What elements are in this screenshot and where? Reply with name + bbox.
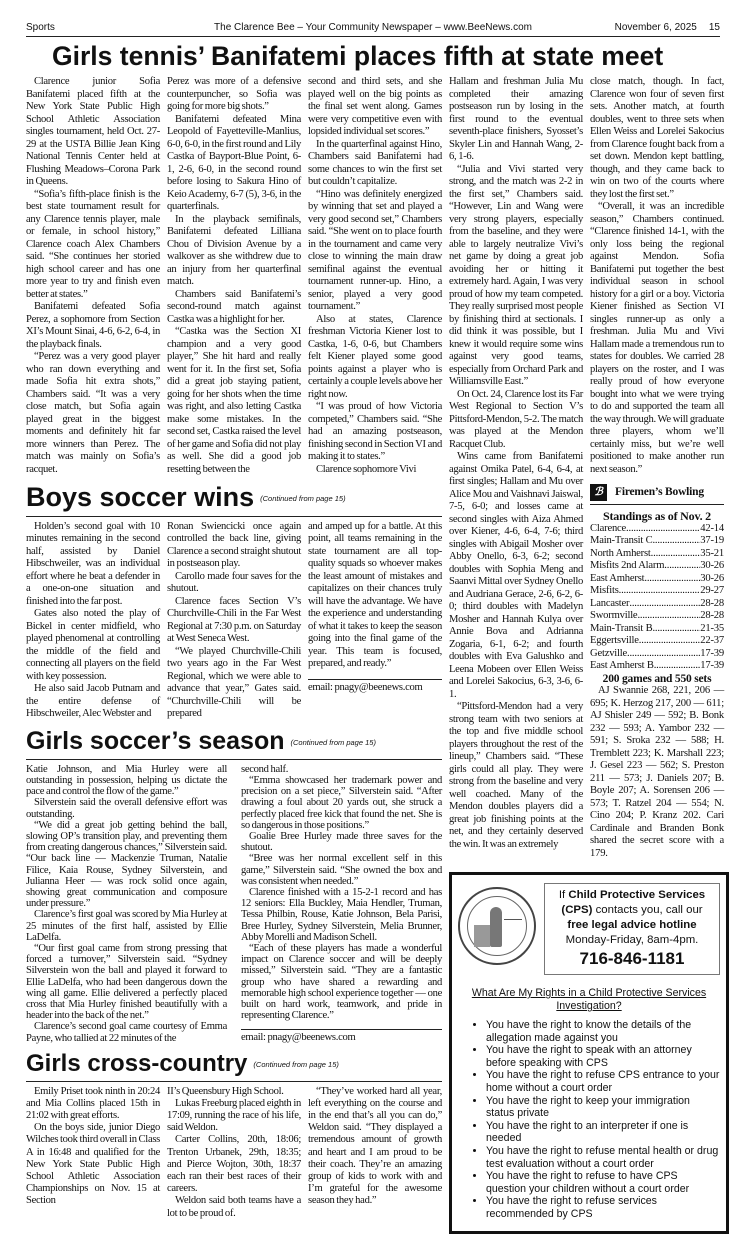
paragraph: Katie Johnson, and Mia Hurley were all outstanding in possession, helping us dictate the pace and control the flow of the game.”	[26, 763, 227, 798]
paragraph: Goalie Bree Hurley made three saves for the shutout.	[241, 830, 442, 854]
tennis-column-4	[449, 76, 583, 851]
hotline-hours: Monday-Friday, 8am-4pm.	[565, 934, 699, 946]
dot-leader	[627, 648, 700, 661]
paragraph: Emily Priset took ninth in 20:24 and Mia Collins placed 15th in 21:02 with great efforts.	[26, 1085, 160, 1121]
dot-leader	[664, 560, 700, 573]
cross-country-column-2	[167, 1086, 301, 1220]
standings-list	[590, 523, 724, 673]
paragraph: “Pittsford-Mendon had a very strong team with two seniors at the top and five middle school players throughout the rest of the lineup,” Chambers said. “These girls could all play. They were strong from the baseline and very well coached. Many of the Mendon doubles players did a great job finishing points at the net, and they certainly deserved the win. It was an extremely	[449, 701, 583, 850]
dot-leader	[619, 585, 701, 598]
headline-text: Girls cross-country	[26, 1049, 248, 1077]
dot-leader	[654, 660, 701, 673]
team-record: 29-27	[700, 585, 724, 596]
team-record: 35-21	[700, 547, 724, 559]
paragraph: II’s Queensbury High School.	[167, 1085, 284, 1097]
standings-row	[590, 660, 724, 673]
paragraph: Wins came from Banifatemi against Omika Patel, 6-4, 6-4, at first singles; Hallam and Mu over Alice Mou and Vaishnavi Jaiswal, 7-5, 6-0; and losses came at second singles with Aiza Ahmed over Kiener, 4-6, 6-4, 7-6; third singles with Abigail Mosher over Abby Onello, 6-3, 6-2; second doubles with Sophia Meng and Saanvi Mittal over Sydney Onello and Audriana Gerace, 2-6, 6-2, 6-0; third doubles with Madelyn Mosher and Hannah Kulya over Annie Bova and Adrianna Zogaria, 6-1, 6-2; and fourth doubles with Eva Galushko and Leena Mobeen over Ellen Weiss and Lorelei Sakocius, 6-3, 3-6, 6-1.	[449, 451, 583, 700]
paragraph: “Hino was definitely energized by winning that set and played a very good second set,” Chambers said. “She went on to place fourth in the tournament and came very close to winning the main draw semifinal against the eventual tournament runner-up. Hino, a senior, played a very good tournament.”	[308, 188, 442, 312]
author-email[interactable]: email: pnagy@beenews.com	[241, 1029, 442, 1043]
paragraph: “Each of these players has made a wonderful impact on Clarence soccer and will be deeply missed,” Silverstein said. “They are a fantastic group who have shared a rewarding and memorable high school experience together — one built on hard work, teamwork, and pride in representing Clarence.”	[241, 943, 442, 1022]
team-record: 22-37	[700, 635, 724, 646]
paragraph: Carter Collins, 20th, 18:06; Trenton Urbanek, 29th, 18:35; and Pierce Wojton, 30th, 18:37 each ran their best races of their careers.	[167, 1134, 301, 1195]
ad-text-bold: (CPS)	[561, 904, 593, 916]
standings-row	[590, 635, 724, 648]
girls-soccer-headline	[26, 727, 442, 757]
paragraph: Clarence junior Sofia Banifatemi placed fifth at the New York State Public High School Athletic Association singles tournament, held Oct. 27-29 at the USTA Billie Jean King National Tennis Center held at Flushing Meadows–Corona Park in Queens.	[26, 76, 160, 187]
right-item: • You have the right to keep your immigration status private	[486, 1095, 720, 1120]
team-record: 30-26	[700, 572, 724, 584]
team-name: Main-Transit C	[590, 535, 653, 546]
paragraph: “Emma showcased her trademark power and precision on a set piece,” Silverstein said. “After drawing a foul about 20 yards out, she struck a perfectly placed free kick that found the net. She is so dangerous in those positions.”	[241, 774, 442, 831]
dot-leader	[629, 598, 700, 611]
column-5	[590, 76, 724, 860]
team-name: Getzville	[590, 647, 628, 659]
section-label: Sports	[26, 22, 55, 33]
dot-leader	[652, 535, 700, 548]
paragraph: Also at states, Clarence freshman Victoria Kiener lost to Castka, 1-6, 0-6, but Chambers felt Kiener played some good points against a player who is certainly a couple levels above her right now.	[308, 313, 442, 400]
team-name: East Amherst	[590, 572, 645, 584]
right-item: • You have the right to refuse to have CPS question your children without a court order	[486, 1170, 720, 1195]
paragraph: “They’ve worked hard all year, left everything on the course and in the end that’s all you can do,” Weldon said. “They displayed a tremendous amount of growth and heart and I am proud to be their coach. They’re an amazing group of kids to work with and I’m grateful for the awesome season they had.”	[308, 1085, 442, 1207]
team-record: 17-39	[700, 660, 724, 671]
paragraph: “Castka was the Section XI champion and a very good player,” She hit hard and really went for it. In the first set, Sofia did a great job staying patient, going for her shots when the time was right, and also letting Castka make some mistakes. In the second set, Castka raised the level of her game and Sofia did not play as well. She did a good job resetting between the	[167, 326, 301, 475]
paragraph: Lukas Freeburg placed eighth in 17:09, running the race of his life, said Weldon.	[167, 1097, 301, 1134]
paragraph: “Julia and Vivi started very strong, and the match was 2-2 in the first set,” Chambers said. “However, Lin and Wang were very strong players, especially from the baseline, and they were able to largely neutralize Vivi’s net game by doing a great job avoiding her or hitting it extremely hard. Again, I was very proud of how my team competed. They really surprised most people by finishing third at sectionals. I did think it was possible, but I knew it would require some wins against very good teams, especially from Orchard Park and Williamsville East.”	[449, 163, 583, 387]
right-item: • You have the right to refuse services recommended by CPS	[486, 1195, 720, 1220]
paragraph: Clarence’s first goal was scored by Mia Hurley at 25 minutes of the first half, assisted by Ellie LaDelfa.	[26, 909, 227, 943]
team-record: 28-28	[700, 610, 724, 621]
team-name: Misfits 2nd Alarm	[590, 560, 665, 571]
paragraph: and amped up for a battle. At this point, all teams remaining in the state tournament are all top-quality squads so whoever makes the least amount of mistakes and capitalizes on their chances truly will have the advantage. We have the experience and understanding of what it takes to keep the season going into the final game of the year. This team is focused, prepared, and ready.”	[308, 520, 442, 670]
sets-text: AJ Swannie 268, 221, 206 — 695; K. Herzog 217, 200 — 611; AJ Shisler 249 — 592; B. Bonk 232 — 593; A. Yambor 232 — 591; S. Sroka 232 — 588; H. Tremblett 223; K. Marshall 223; J. Gesel 223 — 562; S. Preston 211 — 573; J. Daniels 207; B. Boyle 207; A. Sorensen 206 — 573; T. Ratzel 204 — 554; N. Cino 204; P. Kranz 202. Cari Cardinale and Branden Bonk shared the secret score with a 179.	[590, 685, 724, 859]
paragraph: Silverstein said the overall defensive effort was outstanding.	[26, 797, 227, 820]
standings-row	[590, 598, 724, 611]
team-name: Main-Transit B	[590, 622, 653, 634]
girls-soccer-section	[26, 727, 442, 1044]
cross-country-column-3	[308, 1086, 442, 1208]
headline-text: Girls soccer’s season	[26, 726, 285, 755]
paragraph: Perez was more of a defensive counterpuncher, so Sofia was going for more big shots.”	[167, 76, 301, 112]
ad-text-bold: Child Protective Services	[568, 889, 706, 901]
tennis-left-columns	[26, 76, 442, 476]
page-number: 15	[708, 22, 720, 33]
tennis-column-5	[590, 76, 724, 476]
team-record: 17-39	[700, 647, 724, 659]
paragraph: “I was proud of how Victoria competed,” Chambers said. “She had an amazing postseason, finishing second in Section VI and making it to states.”	[308, 401, 442, 462]
team-record: 30-26	[700, 560, 724, 571]
team-name: Swormville	[590, 610, 638, 621]
team-name: Lancaster	[590, 597, 630, 609]
boys-soccer-column-3	[308, 521, 442, 695]
paragraph: “We did a great job getting behind the ball, slowing OP’s transition play, and preventing them from creating dangerous chances,” Silverstein said. “Our back line — Mackenzie Truman, Natalie Filice, Kaia Rouse, Sydney Silverstein, and Julianna Heer — was rock solid once again, showing great communication and composure under pressure.”	[26, 819, 227, 910]
standings-row	[590, 535, 724, 548]
right-item: • You have the right to refuse CPS entrance to your home without a court order	[486, 1069, 720, 1094]
dot-leader	[639, 635, 700, 648]
paragraph: “Sofia’s fifth-place finish is the best state tournament result for any Clarence tennis player, male or female, in school history,” Clarence coach Alex Chambers said. “She continues her storied high school career and has one more year to try and finish even better at states.”	[26, 188, 160, 300]
boys-soccer-section	[26, 482, 442, 721]
team-record: 42-14	[700, 522, 724, 534]
issue-date: November 6, 2025	[614, 22, 697, 33]
bowling-header	[590, 484, 724, 505]
paragraph: “Perez was a very good player who ran down everything and made Sofia hit extra shots,” Chambers said. “It was a very close match, but Sofia again played great in the biggest moments and definitely hit far more winners than Perez. The match was mainly on Sofia’s racquet.	[26, 351, 160, 475]
right-item: • You have the right to speak with an attorney before speaking with CPS	[486, 1044, 720, 1069]
paragraph: Banifatemi defeated Mina Leopold of Fayetteville-Manlius, 6-0, 6-0, in the first round and Lily Castka of Bayport-Blue Point, 6-1, 2-6, 6-0, in the second round before losing to Sakura Hino of Keio Academy, 6-7 (5), 3-6, in the quarterfinals.	[167, 113, 301, 212]
paragraph: Clarence sophomore Vivi	[316, 463, 417, 475]
right-item: • You have the right to refuse mental health or drug test evaluation without a court order	[486, 1145, 720, 1170]
cps-advertisement	[449, 872, 729, 1234]
team-name: Clarence	[590, 522, 627, 534]
cross-country-section	[26, 1050, 442, 1220]
ad-text: If	[558, 889, 569, 901]
paragraph: Weldon said both teams have a lot to be proud of.	[167, 1195, 301, 1219]
standings-row	[590, 623, 724, 636]
dot-leader	[637, 610, 700, 623]
continued-note: (Continued from page 15)	[253, 1059, 339, 1069]
paragraph: Carollo made four saves for the shutout.	[167, 570, 301, 595]
dot-leader	[651, 548, 701, 561]
hotline-phone[interactable]: 716-846-1181	[579, 949, 685, 968]
headline-text: Boys soccer wins	[26, 482, 255, 512]
standings-row	[590, 610, 724, 623]
paragraph: “Bree was her normal excellent self in this game,” Silverstein said. “She owned the box and was consistent when needed.”	[241, 853, 442, 887]
page-header	[26, 22, 720, 37]
girls-soccer-column-1	[26, 764, 227, 1044]
standings-row	[590, 548, 724, 561]
standings-row	[590, 560, 724, 573]
paragraph: He also said Jacob Putnam and the entire defense of Hibschweiler, Alec Webster and	[26, 683, 160, 720]
bowling-title: Firemen’s Bowling	[615, 486, 704, 499]
dot-leader	[652, 623, 700, 636]
tennis-headline: Girls tennis’ Banifatemi places fifth at state meet	[52, 41, 664, 71]
paragraph: Holden’s second goal with 10 minutes remaining in the second half, assisted by Daniel Hibschweiler, was an individual effort where he beat a defender in a one-on-one situation and finished into the far post.	[26, 520, 160, 607]
paragraph: Clarence finished with a 15-2-1 record and has 12 seniors: Ella Buckley, Maia Hendler, Truman, Tessa Philbin, Rouse, Katie Johnson, Bela Parisi, Bree Hurley, Sydney Silverstein, Melia Brunner, Abby Morelli and Madison Schell.	[241, 887, 442, 943]
tennis-column-3	[308, 76, 442, 476]
paragraph: “We played Churchville-Chili two years ago in the Far West Regional, which we were able to advance that year,” Gates said. “Churchville-Chili will be prepared	[167, 645, 301, 720]
right-columns	[449, 76, 724, 860]
dot-leader	[626, 523, 700, 536]
sets-title: 200 games and 550 sets	[602, 672, 712, 685]
author-email[interactable]: email: pnagy@beenews.com	[308, 679, 442, 695]
paper-name: The Clarence Bee – Your Community Newspaper – www.BeeNews.com	[214, 22, 532, 33]
paragraph: On Oct. 24, Clarence lost its Far West Regional to Section V’s Pittsford-Mendon, 5-2. The match was played at the Mendon Racquet Club.	[449, 388, 583, 450]
cross-country-headline	[26, 1050, 442, 1079]
paragraph: “Our first goal came from strong pressing that forced a turnover,” Silverstein said. “Sydney Silverstein won the ball and played it forward to Ellie LaDelfa, who had been dangerous down the wing all game. Ellie delivered a perfectly placed cross that Mia Hurley finished beautifully with a header into the back of the net.”	[26, 943, 227, 1022]
paragraph: second half.	[241, 763, 289, 775]
standings-row	[590, 585, 724, 598]
team-record: 21-35	[700, 622, 724, 634]
paragraph: second and third sets, and she played well on the big points as the final set went along. Games were very competitive even with lopsided individual set scores.”	[308, 76, 442, 137]
standings-title: Standings as of Nov. 2	[603, 509, 711, 523]
paragraph: “Overall, it was an incredible season,” Chambers continued. “Clarence finished 14-1, with the only loss being the regional against Mendon. Sofia Banifatemi put together the best individual season in school history for a girl or a boy. Victoria Kiener finished as Section VI singles runner-up as only a freshman. Julia Mu and Vivi Hallam made a tremendous run to states for doubles. We carried 28 players on the roster, and I was really proud of how everyone bought into what we were trying to do and supported the team all the way through. We will graduate three players, whom we’ll certainly miss, but we’re well positioned to make another run next season.”	[590, 201, 724, 475]
rights-list	[458, 1019, 720, 1221]
team-name: Misfits	[590, 585, 619, 596]
bowling-logo-icon: ℬ	[590, 484, 607, 501]
section-divider	[26, 516, 442, 517]
tennis-column-1	[26, 76, 160, 476]
paragraph: Clarence faces Section V’s Churchville-Chili in the Far West Regional at 7:30 p.m. on Saturday at West Seneca West.	[167, 595, 301, 645]
dot-leader	[644, 573, 700, 586]
team-name: Eggertsville	[590, 635, 639, 646]
right-item: • You have the right to an interpreter if one is needed	[486, 1120, 720, 1145]
team-name: East Amherst B	[590, 660, 654, 671]
paragraph: In the playback semifinals, Banifatemi defeated Lilliana Chou of Division Avenue by a walkover as she withdrew due to an injury from her quarterfinal match.	[167, 213, 301, 287]
right-item: • You have the right to know the details of the allegation made against you	[486, 1019, 720, 1044]
section-divider	[26, 759, 442, 760]
paragraph: Gates also noted the play of Bickel in center midfield, who played phenomenal at controlling the middle of the field and connecting all players on the field with key possession.	[26, 608, 160, 682]
standings-row	[590, 648, 724, 661]
hotline-label: free legal advice hotline	[567, 919, 697, 931]
paragraph: Chambers said Banifatemi’s second-round match against Castka was a highlight for her.	[167, 288, 301, 325]
assigned-counsel-seal-icon	[458, 887, 536, 965]
left-area	[26, 76, 442, 1220]
paragraph: In the quarterfinal against Hino, Chambers said Banifatemi had some chances to win the first set but couldn’t capitalize.	[308, 138, 442, 187]
rights-question: What Are My Rights in a Child Protective Services Investigation?	[471, 987, 707, 1012]
continued-note: (Continued from page 15)	[290, 737, 376, 747]
hotline-box	[544, 883, 720, 975]
girls-soccer-column-2	[241, 764, 442, 1044]
paragraph: Hallam and freshman Julia Mu completed their amazing postseason run by losing in the first round to the eventual seventh-place finishers, Syosset’s Skyler Lin and Hannah Wang, 2-6, 1-6.	[449, 76, 583, 162]
paragraph: On the boys side, junior Diego Wilches took third overall in Class A in 16:48 and qualified for the New York State Public High School Athletic Association Championships on Nov. 15 at Section	[26, 1122, 160, 1207]
standings-row	[590, 573, 724, 586]
section-divider	[26, 1081, 442, 1082]
team-name: North Amherst	[590, 547, 651, 559]
boys-soccer-headline	[26, 482, 442, 514]
paragraph: Ronan Swiencicki once again controlled the back line, giving Clarence a second straight shutout in postseason play.	[167, 520, 301, 570]
team-record: 28-28	[700, 597, 724, 609]
boys-soccer-column-2	[167, 521, 301, 721]
right-area	[449, 76, 724, 1234]
cross-country-column-1	[26, 1086, 160, 1208]
tennis-column-2	[167, 76, 301, 476]
team-record: 37-19	[700, 535, 724, 546]
bowling-box	[590, 484, 724, 860]
continued-note: (Continued from page 15)	[260, 493, 346, 503]
ad-text: contacts you, call our	[592, 904, 703, 916]
page-body	[26, 76, 724, 1234]
paragraph: close match, though. In fact, Clarence won four of seven first sets. Another match, at fourth doubles, went to three sets when Ellen Weiss and Lorelei Sakocius from Clarence fought back from a set down. Mendon kept battling, though, and they came back to win on two of the courts where they lost the first set.”	[590, 76, 724, 200]
boys-soccer-column-1	[26, 521, 160, 721]
standings-row	[590, 523, 724, 536]
paragraph: Banifatemi defeated Sofia Perez, a sophomore from Section XI’s Mount Sinai, 4-6, 6-2, 6-4, in the playback finals.	[26, 301, 160, 350]
paragraph: Clarence’s second goal came courtesy of Emma Payne, who tallied at 22 minutes of the	[26, 1021, 227, 1044]
